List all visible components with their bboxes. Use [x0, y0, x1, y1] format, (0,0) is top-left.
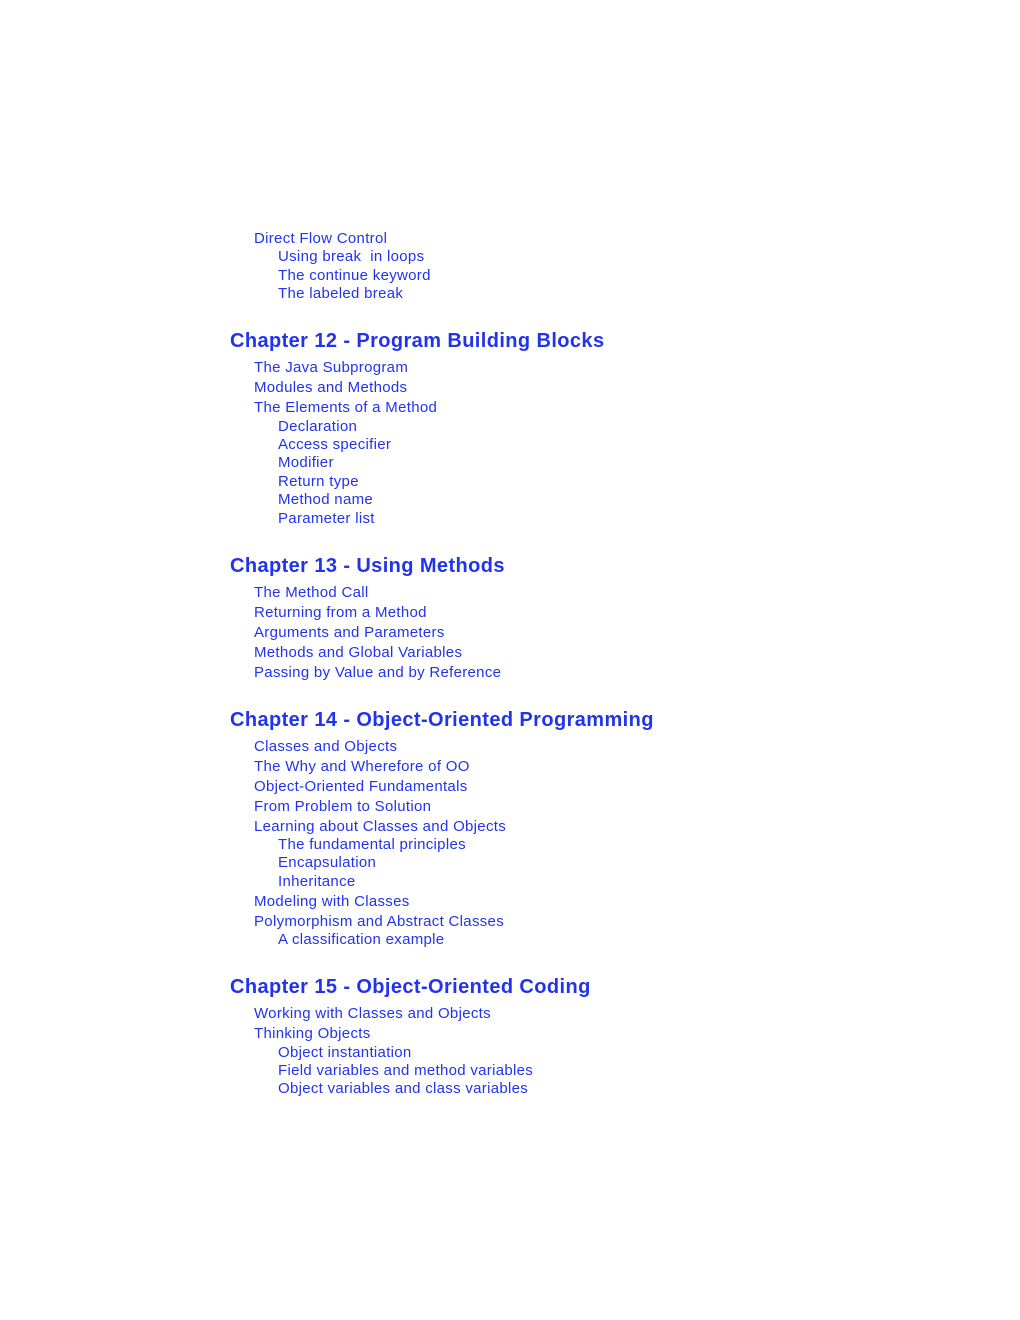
toc-subsection-link[interactable]: Using break in loops — [278, 248, 425, 266]
toc-section-link[interactable]: Arguments and Parameters — [254, 623, 445, 641]
toc-section-link[interactable]: Modules and Methods — [254, 379, 408, 397]
toc-section-link[interactable]: From Problem to Solution — [254, 797, 432, 815]
toc-chapter-heading[interactable]: Chapter 12 - Program Building Blocks — [230, 330, 605, 353]
toc-subsection-link[interactable]: A classification example — [278, 931, 445, 949]
toc-chapter-heading[interactable]: Chapter 15 - Object-Oriented Coding — [230, 976, 591, 999]
toc-subsection-link[interactable]: Object instantiation — [278, 1043, 412, 1061]
toc-section-link[interactable]: The Elements of a Method — [254, 399, 438, 417]
toc-subsection-link[interactable]: Declaration — [278, 417, 358, 435]
toc-section-link[interactable]: Methods and Global Variables — [254, 643, 463, 661]
toc-section-link[interactable]: The Why and Wherefore of OO — [254, 757, 470, 775]
toc-section-link[interactable]: Modeling with Classes — [254, 892, 410, 910]
toc-section-link[interactable]: Direct Flow Control — [254, 230, 388, 247]
toc-section-link[interactable]: Object-Oriented Fundamentals — [254, 777, 468, 795]
toc-chapter-heading[interactable]: Chapter 14 - Object-Oriented Programming — [230, 708, 654, 731]
toc-subsection-link[interactable]: Access specifier — [278, 436, 392, 453]
toc-chapter-heading[interactable]: Chapter 13 - Using Methods — [230, 554, 505, 577]
toc-section-link[interactable]: The Java Subprogram — [254, 359, 409, 377]
toc-subsection-link[interactable]: Object variables and class variables — [278, 1080, 529, 1098]
toc-subsection-link[interactable]: Modifier — [278, 454, 334, 472]
toc-subsection-link[interactable]: The labeled break — [278, 285, 404, 303]
toc-subsection-link[interactable]: Parameter list — [278, 509, 375, 527]
toc-subsection-link[interactable]: Encapsulation — [278, 854, 377, 872]
toc-section-link[interactable]: Learning about Classes and Objects — [254, 817, 507, 835]
toc-section-link[interactable]: Thinking Objects — [254, 1025, 371, 1043]
toc-subsection-link[interactable]: Method name — [278, 491, 374, 509]
toc-section-link[interactable]: Working with Classes and Objects — [254, 1005, 491, 1023]
toc-subsection-link[interactable]: The fundamental principles — [278, 836, 466, 853]
toc-section-link[interactable]: The Method Call — [254, 583, 369, 601]
toc-subsection-link[interactable]: The continue keyword — [278, 266, 431, 284]
toc-subsection-link[interactable]: Field variables and method variables — [278, 1062, 534, 1079]
toc-section-link[interactable]: Polymorphism and Abstract Classes — [254, 912, 504, 930]
toc-section-link[interactable]: Returning from a Method — [254, 603, 427, 621]
toc-subsection-link[interactable]: Return type — [278, 472, 359, 490]
toc-section-link[interactable]: Passing by Value and by Reference — [254, 663, 502, 681]
toc-subsection-link[interactable]: Inheritance — [278, 872, 356, 890]
toc-section-link[interactable]: Classes and Objects — [254, 737, 398, 755]
